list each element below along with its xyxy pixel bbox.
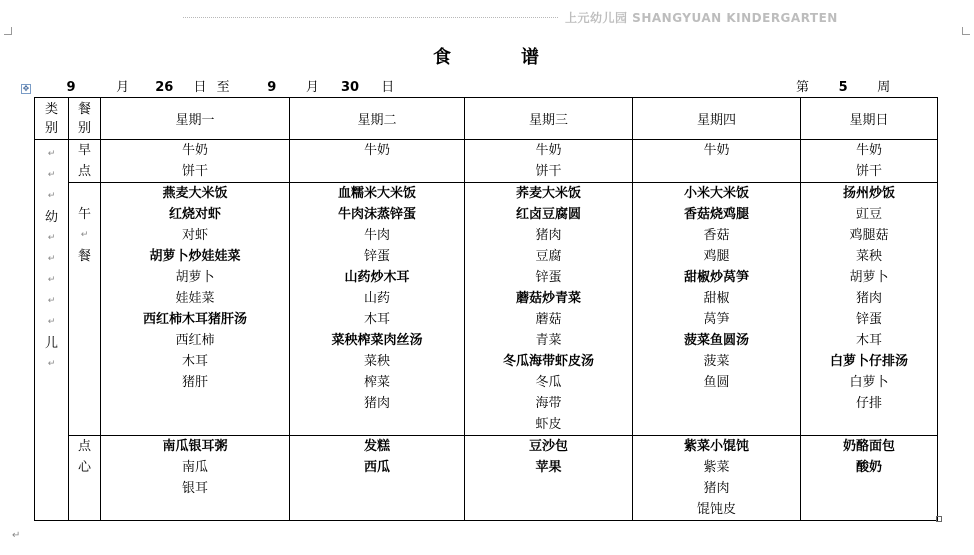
menu-item: 菠菜 — [703, 354, 730, 369]
title-part-2: 谱 — [521, 47, 541, 68]
menu-item: 海带 — [535, 396, 562, 411]
day-header-wed: 星期三 — [465, 98, 633, 140]
lunch-cell-wed — [465, 183, 633, 436]
breakfast-cell-mon — [101, 140, 290, 183]
menu-item: 牛肉沫蒸锌蛋 — [337, 207, 416, 222]
menu-item: 紫菜 — [703, 460, 730, 475]
to-label: 至 — [216, 80, 230, 95]
menu-item: 牛奶 — [703, 143, 730, 158]
table-move-handle-icon[interactable]: ✥ — [22, 84, 30, 93]
menu-item: 猪肉 — [535, 228, 562, 243]
menu-item: 虾皮 — [535, 417, 562, 432]
menu-item: 猪肝 — [181, 375, 208, 390]
menu-item: 鱼圆 — [703, 375, 730, 390]
snack-cell-sun — [801, 436, 938, 521]
menu-item: 荞麦大米饭 — [515, 186, 581, 201]
lunch-row — [35, 183, 938, 436]
menu-item: 牛肉 — [363, 228, 390, 243]
menu-item: 木耳 — [855, 333, 882, 348]
day-header-tue: 星期二 — [290, 98, 465, 140]
category-label-1: 幼 — [44, 210, 58, 225]
menu-item: 白萝卜仔排汤 — [829, 354, 908, 369]
menu-item: 馄饨皮 — [696, 502, 736, 517]
menu-item: 银耳 — [181, 481, 208, 496]
menu-item: 猪肉 — [703, 481, 730, 496]
school-header: 上元幼儿园 SHANGYUAN KINDERGARTEN — [565, 11, 838, 25]
breakfast-cell-wed — [465, 140, 633, 183]
page-title — [0, 43, 974, 69]
menu-item: 紫菜小馄饨 — [683, 439, 749, 454]
menu-item: 猪肉 — [363, 396, 390, 411]
lunch-cell-thu — [633, 183, 801, 436]
menu-item: 饼干 — [181, 164, 208, 179]
header-row — [35, 98, 938, 140]
breakfast-cell-tue — [290, 140, 465, 183]
menu-item: 木耳 — [363, 312, 390, 327]
menu-item: 对虾 — [181, 228, 208, 243]
menu-item: 猪肉 — [855, 291, 882, 306]
end-month: 9 — [244, 79, 300, 98]
menu-item: 西瓜 — [363, 460, 390, 475]
end-day: 30 — [325, 79, 375, 98]
paragraph-mark: ↵ — [12, 530, 21, 541]
lunch-cell-mon — [101, 183, 290, 436]
menu-item — [633, 161, 800, 182]
header-dotted-line — [183, 17, 558, 18]
menu-item: 燕麦大米饭 — [162, 186, 228, 201]
menu-item: 酸奶 — [855, 460, 882, 475]
menu-item: 牛奶 — [855, 143, 882, 158]
menu-item: 锌蛋 — [363, 249, 390, 264]
start-day: 26 — [141, 79, 187, 98]
menu-item: 白萝卜 — [849, 375, 889, 390]
menu-item: 饼干 — [535, 164, 562, 179]
menu-item: 南瓜银耳粥 — [162, 439, 228, 454]
menu-item: 仔排 — [855, 396, 882, 411]
breakfast-row — [35, 140, 938, 183]
menu-item: 西红柿木耳猪肝汤 — [142, 312, 247, 327]
menu-item: 发糕 — [363, 439, 390, 454]
day-header-thu: 星期四 — [633, 98, 801, 140]
menu-item: 菜秧 — [363, 354, 390, 369]
menu-item — [290, 161, 464, 182]
menu-item: 红烧对虾 — [168, 207, 221, 222]
menu-item: 蘑菇 — [535, 312, 562, 327]
date-range — [40, 76, 394, 96]
breakfast-cell-sun — [801, 140, 938, 183]
menu-item: 西红柿 — [175, 333, 215, 348]
title-part-1: 食 — [433, 47, 453, 68]
crop-mark-top-left — [4, 27, 12, 35]
week-number — [796, 76, 890, 98]
menu-item: 胡萝卜炒娃娃菜 — [149, 249, 241, 264]
month-label-1: 月 — [116, 80, 130, 95]
menu-item: 奶酪面包 — [842, 439, 895, 454]
menu-item: 胡萝卜 — [175, 270, 215, 285]
menu-item: 香菇烧鸡腿 — [683, 207, 749, 222]
menu-item: 鸡腿菇 — [849, 228, 889, 243]
snack-cell-tue — [290, 436, 465, 521]
week-prefix: 第 — [796, 80, 810, 95]
menu-item: 扬州炒饭 — [842, 186, 895, 201]
category-cell: ↵ ↵ ↵ 幼 ↵ ↵ ↵ ↵ ↵ 儿 ↵ — [35, 140, 69, 521]
menu-item: 山药 — [363, 291, 390, 306]
menu-item: 木耳 — [181, 354, 208, 369]
meal-header: 餐 别 — [69, 98, 101, 140]
menu-item: 锌蛋 — [535, 270, 562, 285]
menu-item: 牛奶 — [535, 143, 562, 158]
menu-item: 青菜 — [535, 333, 562, 348]
table-resize-handle[interactable] — [936, 516, 942, 522]
menu-item: 血糯米大米饭 — [337, 186, 416, 201]
lunch-cell-tue — [290, 183, 465, 436]
lunch-label: 午 ↵ 餐 — [69, 183, 101, 436]
menu-item: 冬瓜海带虾皮汤 — [502, 354, 594, 369]
day-label-2: 日 — [381, 80, 395, 95]
menu-item: 红卤豆腐圆 — [515, 207, 581, 222]
day-label-1: 日 — [193, 80, 207, 95]
menu-item: 牛奶 — [363, 143, 390, 158]
menu-item: 锌蛋 — [855, 312, 882, 327]
menu-table — [34, 97, 938, 521]
menu-item: 甜椒 — [703, 291, 730, 306]
week-suffix: 周 — [877, 80, 891, 95]
menu-item: 鸡腿 — [703, 249, 730, 264]
menu-item: 榨菜 — [363, 375, 390, 390]
menu-item: 牛奶 — [181, 143, 208, 158]
category-label-2: 儿 — [44, 336, 58, 351]
menu-item: 饼干 — [855, 164, 882, 179]
menu-item: 菠菜鱼圆汤 — [683, 333, 749, 348]
snack-cell-mon — [101, 436, 290, 521]
breakfast-cell-thu — [633, 140, 801, 183]
menu-item: 胡萝卜 — [849, 270, 889, 285]
snack-label: 点 心 — [69, 436, 101, 521]
menu-item: 菜秧榨菜肉丝汤 — [331, 333, 423, 348]
menu-item: 豆腐 — [535, 249, 562, 264]
menu-item: 冬瓜 — [535, 375, 562, 390]
menu-item: 莴笋 — [703, 312, 730, 327]
menu-item: 苹果 — [535, 460, 562, 475]
crop-mark-top-right — [962, 27, 970, 35]
menu-item: 娃娃菜 — [175, 291, 215, 306]
menu-item: 山药炒木耳 — [344, 270, 410, 285]
week-value: 5 — [823, 79, 863, 98]
day-header-sun: 星期日 — [801, 98, 938, 140]
day-header-mon: 星期一 — [101, 98, 290, 140]
menu-item: 菜秧 — [855, 249, 882, 264]
menu-item: 蘑菇炒青菜 — [515, 291, 581, 306]
menu-item: 香菇 — [703, 228, 730, 243]
snack-cell-wed — [465, 436, 633, 521]
snack-row — [35, 436, 938, 521]
month-label-2: 月 — [305, 80, 319, 95]
menu-item: 南瓜 — [181, 460, 208, 475]
menu-item: 小米大米饭 — [683, 186, 749, 201]
menu-item: 甜椒炒莴笋 — [683, 270, 749, 285]
start-month: 9 — [40, 79, 102, 98]
snack-cell-thu — [633, 436, 801, 521]
menu-item: 豆沙包 — [528, 439, 568, 454]
category-header: 类 别 — [35, 98, 69, 140]
menu-item: 豇豆 — [855, 207, 882, 222]
lunch-cell-sun — [801, 183, 938, 436]
breakfast-label: 早 点 — [69, 140, 101, 183]
